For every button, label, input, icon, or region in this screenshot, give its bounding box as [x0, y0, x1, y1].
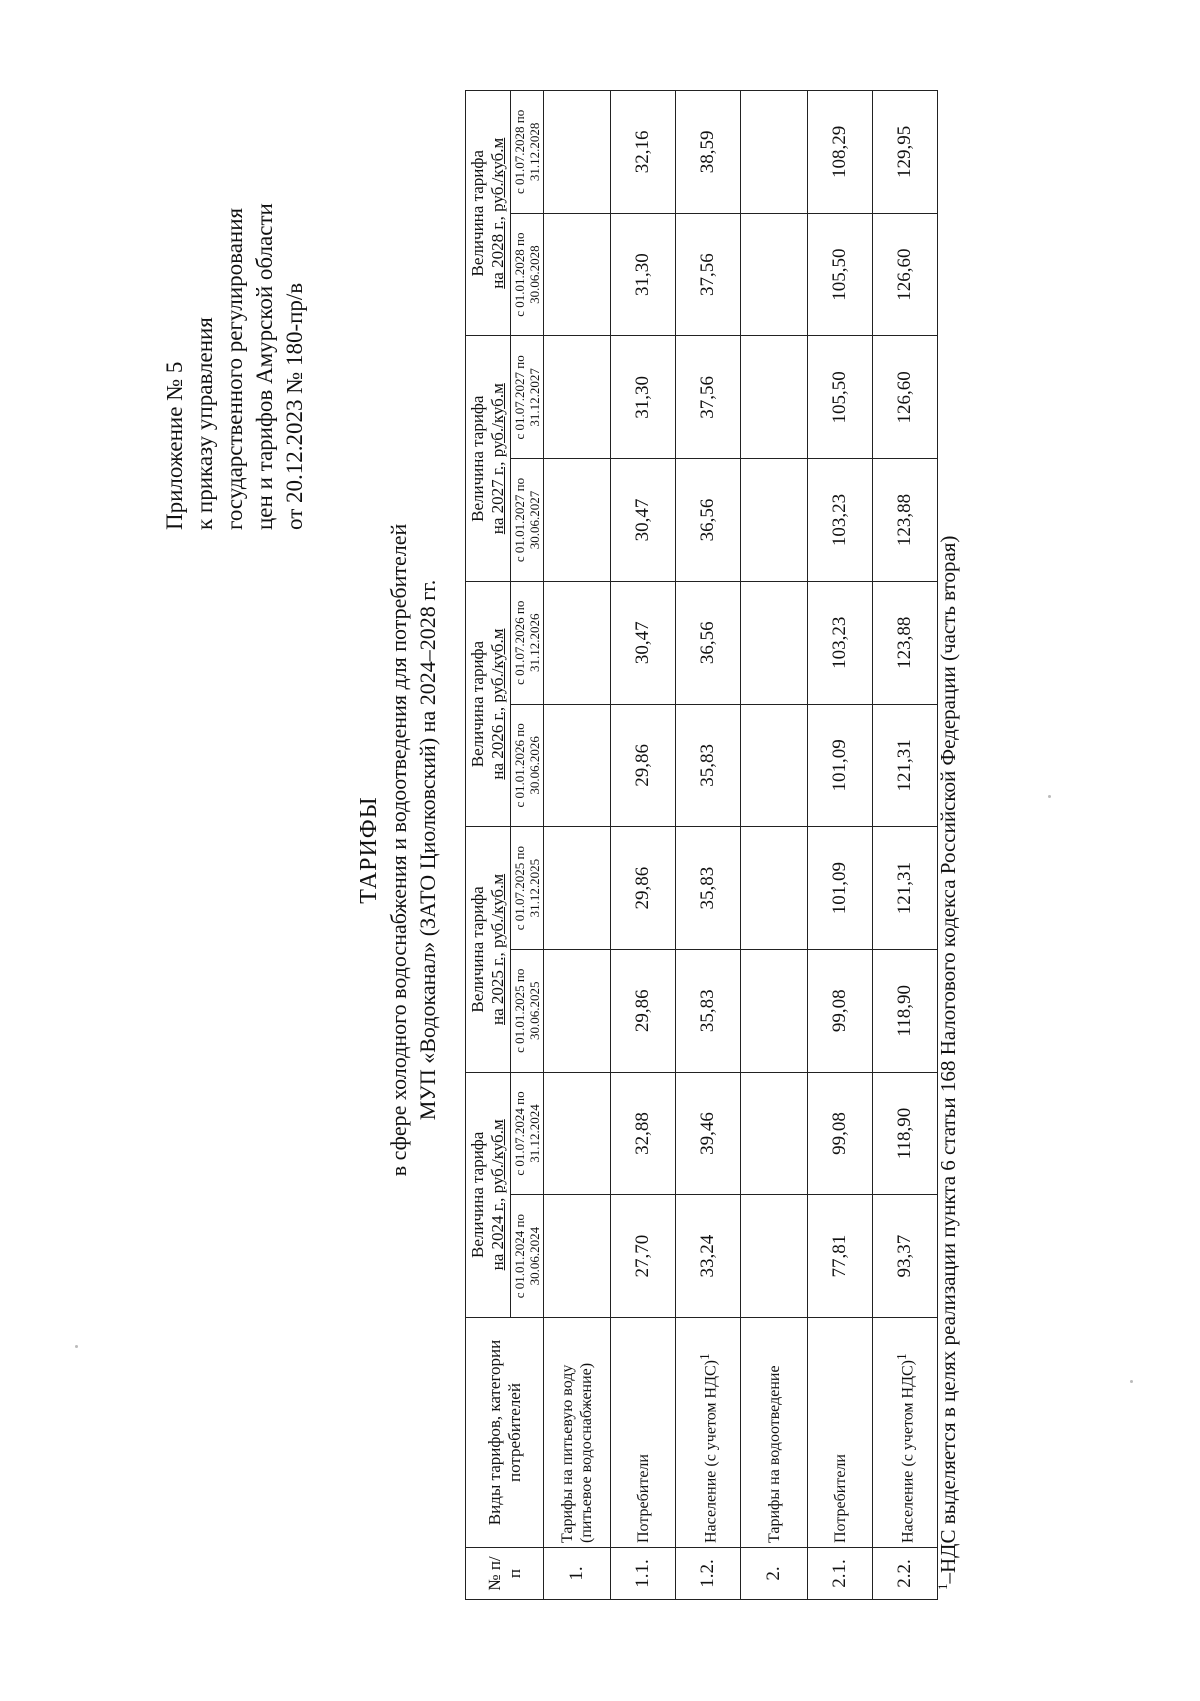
tariff-value: 126,60	[873, 336, 938, 459]
scan-speck	[75, 1345, 78, 1348]
row-name-text: Население (с учетом НДС)	[702, 1359, 720, 1543]
tariff-value: 121,31	[873, 827, 938, 950]
tariff-value	[544, 949, 611, 1072]
row-num: 2.	[741, 1548, 808, 1600]
approval-line: Приложение № 5	[162, 361, 187, 530]
tariff-value	[544, 91, 611, 214]
table-row	[544, 91, 611, 1600]
tariff-value: 36,56	[676, 459, 741, 582]
tariff-value: 126,60	[873, 213, 938, 336]
tariff-value	[544, 459, 611, 582]
document-sheet	[120, 70, 1120, 1630]
table-row	[741, 91, 808, 1600]
tariff-value: 31,30	[611, 213, 676, 336]
row-name	[611, 1318, 676, 1548]
tariff-value: 101,09	[808, 827, 873, 950]
period-cell: с 01.01.2028 по 30.06.2028	[511, 213, 544, 336]
row-num: 1.	[544, 1548, 611, 1600]
year-unit: руб./куб.м	[488, 873, 507, 949]
approval-block	[160, 100, 310, 530]
approval-line: государственного регулирования	[222, 207, 247, 530]
tariff-value	[544, 1195, 611, 1318]
header-year-2025	[466, 827, 511, 1072]
approval-line: от 20.12.2023 № 180-пр/в	[282, 282, 307, 530]
tariff-value	[741, 581, 808, 704]
tariff-value: 37,56	[676, 336, 741, 459]
tariff-value	[544, 336, 611, 459]
tariff-value: 29,86	[611, 949, 676, 1072]
period-cell: с 01.01.2024 по 30.06.2024	[511, 1195, 544, 1318]
row-num: 2.1.	[808, 1548, 873, 1600]
tariff-value: 118,90	[873, 1072, 938, 1195]
tariff-value	[741, 1072, 808, 1195]
tariff-value: 37,56	[676, 213, 741, 336]
tariff-value: 121,31	[873, 704, 938, 827]
footnote-text: –НДС выделяется в целях реализации пункта 6 статьи 168 Налогового кодекса Российской Федерации (часть вторая)	[936, 535, 960, 1584]
period-cell: с 01.07.2028 по 31.12.2028	[511, 91, 544, 214]
year-unit: руб./куб.м	[488, 383, 507, 458]
tariff-table	[465, 90, 938, 1600]
tariff-value	[544, 581, 611, 704]
tariff-value: 103,23	[808, 581, 873, 704]
year-label: Величина тарифа	[468, 886, 487, 1013]
tariff-value: 32,88	[611, 1072, 676, 1195]
tariff-value: 77,81	[808, 1195, 873, 1318]
tariff-value	[741, 459, 808, 582]
row-name	[808, 1318, 873, 1548]
tariff-value	[741, 1195, 808, 1318]
tariff-value	[741, 704, 808, 827]
footnote	[935, 90, 961, 1590]
period-cell: с 01.01.2025 по 30.06.2025	[511, 949, 544, 1072]
table-row	[676, 91, 741, 1600]
tariff-value: 93,37	[873, 1195, 938, 1318]
year-value: на 2026 г.,	[488, 706, 507, 780]
tariff-value: 30,47	[611, 459, 676, 582]
tariff-value: 35,83	[676, 949, 741, 1072]
tariff-value: 29,86	[611, 827, 676, 950]
row-num: 2.2.	[873, 1548, 938, 1600]
period-cell: с 01.07.2024 по 31.12.2024	[511, 1072, 544, 1195]
tariff-value: 29,86	[611, 704, 676, 827]
header-year-2024	[466, 1072, 511, 1317]
table-row	[611, 91, 676, 1600]
year-label: Величина тарифа	[468, 395, 487, 522]
tariff-value: 35,83	[676, 827, 741, 950]
year-value: на 2024 г.,	[488, 1197, 507, 1271]
year-unit: руб./куб.м	[488, 1119, 507, 1194]
tariff-value: 123,88	[873, 581, 938, 704]
period-cell: с 01.07.2027 по 31.12.2027	[511, 336, 544, 459]
tariff-value: 129,95	[873, 91, 938, 214]
scan-speck	[1130, 1380, 1133, 1383]
tariff-value: 32,16	[611, 91, 676, 214]
tariff-value: 99,08	[808, 1072, 873, 1195]
tariff-value: 36,56	[676, 581, 741, 704]
table-body	[544, 91, 938, 1600]
period-cell: с 01.01.2027 по 30.06.2027	[511, 459, 544, 582]
tariff-value: 118,90	[873, 949, 938, 1072]
header-year-2026	[466, 581, 511, 826]
year-value: на 2028 г.,	[488, 216, 507, 289]
tariff-value: 27,70	[611, 1195, 676, 1318]
year-label: Величина тарифа	[468, 640, 487, 768]
row-name-text: Тарифы на питьевую воду (питьевое водоснабжение)	[559, 1362, 595, 1543]
title-subline: МУП «Водоканал» (ЗАТО Циолковский) на 2024–2028 гг.	[415, 579, 440, 1121]
year-label: Величина тарифа	[468, 150, 487, 277]
scan-speck	[1048, 795, 1051, 798]
tariff-value	[741, 336, 808, 459]
header-name: Виды тарифов, категории потребителей	[466, 1318, 544, 1548]
tariff-value	[544, 213, 611, 336]
period-cell: с 01.07.2026 по 31.12.2026	[511, 581, 544, 704]
header-year-2028	[466, 91, 511, 337]
header-year-2027	[466, 336, 511, 581]
period-cell: с 01.01.2026 по 30.06.2026	[511, 704, 544, 827]
page-title: ТАРИФЫ	[356, 796, 382, 904]
footnote-ref: 1	[697, 1353, 713, 1360]
year-unit: руб./куб.м	[488, 628, 507, 703]
footnote-ref: 1	[894, 1353, 910, 1360]
year-value: на 2025 г.,	[488, 952, 507, 1025]
row-name	[741, 1318, 808, 1548]
tariff-value	[544, 704, 611, 827]
tariff-value: 30,47	[611, 581, 676, 704]
row-name-text: Тарифы на водоотведение	[765, 1365, 783, 1543]
row-name-text: Население (с учетом НДС)	[899, 1359, 917, 1543]
table-row	[873, 91, 938, 1600]
tariff-value: 33,24	[676, 1195, 741, 1318]
tariff-value: 38,59	[676, 91, 741, 214]
tariff-value	[741, 827, 808, 950]
approval-line: цен и тарифов Амурской области	[252, 203, 277, 530]
tariff-value	[741, 91, 808, 214]
tariff-value: 108,29	[808, 91, 873, 214]
tariff-value	[544, 1072, 611, 1195]
row-num: 1.1.	[611, 1548, 676, 1600]
tariff-value: 31,30	[611, 336, 676, 459]
tariff-value: 35,83	[676, 704, 741, 827]
approval-line: к приказу управления	[192, 317, 217, 530]
row-name-text: Потребители	[634, 1454, 652, 1543]
year-label: Величина тарифа	[468, 1131, 487, 1258]
tariff-value: 105,50	[808, 213, 873, 336]
tariff-value: 123,88	[873, 459, 938, 582]
tariff-value: 101,09	[808, 704, 873, 827]
row-name	[873, 1318, 938, 1548]
row-name	[676, 1318, 741, 1548]
title-subline: в сфере холодного водоснабжения и водоотведения для потребителей	[386, 523, 411, 1177]
year-value: на 2027 г.,	[488, 461, 507, 535]
title-block	[355, 70, 442, 1630]
header-num: № п/п	[466, 1548, 544, 1600]
row-name-text: Потребители	[831, 1454, 849, 1543]
tariff-value: 103,23	[808, 459, 873, 582]
tariff-value	[741, 949, 808, 1072]
tariff-value	[544, 827, 611, 950]
tariff-value: 39,46	[676, 1072, 741, 1195]
tariff-value	[741, 213, 808, 336]
period-cell: с 01.07.2025 по 31.12.2025	[511, 827, 544, 950]
table-row	[808, 91, 873, 1600]
year-unit: руб./куб.м	[488, 137, 507, 212]
tariff-value: 105,50	[808, 336, 873, 459]
footnote-mark: 1	[935, 1583, 950, 1590]
row-name	[544, 1318, 611, 1548]
tariff-value: 99,08	[808, 949, 873, 1072]
row-num: 1.2.	[676, 1548, 741, 1600]
header-row	[466, 91, 511, 1600]
